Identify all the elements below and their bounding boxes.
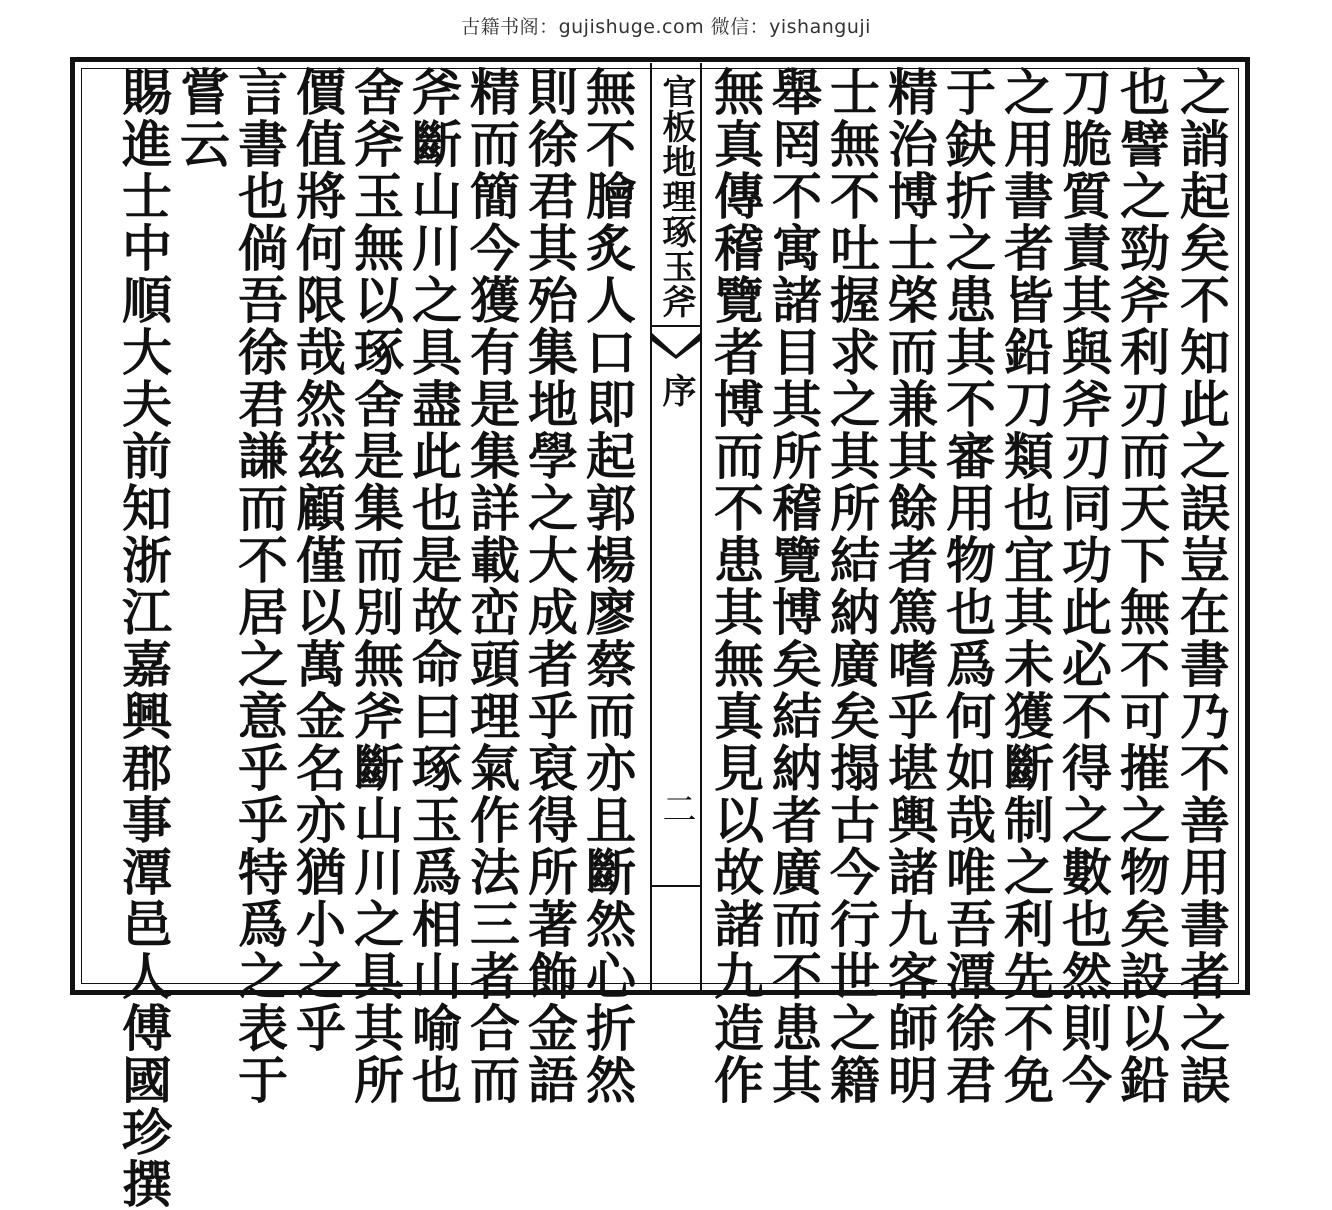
title-divider	[652, 325, 700, 327]
left-page-column-3: 精而簡今獲有是集詳載峦頭理氣作法三者合而	[462, 66, 521, 1106]
page-number: 二	[656, 791, 696, 825]
right-page-column-2: 也譬之勁斧利刃而天下無不可摧之物矣設以鉛	[1112, 66, 1171, 1106]
right-page-column-6: 精治博士棨而兼其餘者篤嗜乎堪輿諸九客師明	[880, 66, 939, 1106]
book-title: 官板地理琢玉斧	[656, 74, 696, 319]
left-page-column-8: 嘗云	[172, 66, 231, 170]
left-page-column-7: 言書也倘吾徐君謙而不居之意乎乎特爲之表于	[230, 66, 289, 1106]
right-page-column-4: 之用書者皆鉛刀類也宜其未獲斷制之利先不免	[996, 66, 1055, 1106]
left-page-column-1: 無不膾炙人口即起郭楊廖蔡而亦且斷然心折然	[578, 66, 637, 1106]
right-page-column-1: 之誚起矣不知此之誤豈在書乃不善用書者之誤	[1172, 66, 1231, 1106]
center-fold-strip	[650, 63, 702, 991]
right-page-column-9: 無真傳稽覽者博而不患其無真見以故諸九造作	[706, 66, 765, 1106]
left-page-column-6: 價值將何限哉然茲顧僅以萬金名亦猶小之乎	[288, 66, 347, 1054]
right-page-column-8: 舉罔不寓諸目其所稽覽博矣結納者廣而不患其	[764, 66, 823, 1106]
left-page-column-2: 則徐君其殆集地學之大成者乎裒得所著飾金語	[520, 66, 579, 1106]
bottom-divider	[652, 885, 700, 887]
fishtail-mark-icon	[652, 331, 700, 359]
right-page-column-3: 刀脆質責其與斧刃同功此必不得之數也然則今	[1054, 66, 1113, 1106]
watermark-text: 古籍书阁：gujishuge.com 微信：yishanguji	[461, 16, 871, 38]
left-page-column-4: 斧斷山川之具盡此也是故命曰琢玉爲相山喻也	[404, 66, 463, 1106]
section-label: 序	[656, 373, 696, 407]
left-page-column-5: 舍斧玉無以琢舍是集而別無斧斷山川之具其所	[346, 66, 405, 1106]
right-page-column-7: 士無不吐握求之其所結納廣矣搨古今行世之籍	[822, 66, 881, 1106]
right-page-column-5: 于鈌折之患其不審用物也爲何如哉唯吾潭徐君	[938, 66, 997, 1106]
author-signature-line: 賜進士中順大夫前知浙江嘉興郡事潭邑人傅國珍撰	[114, 66, 173, 1210]
